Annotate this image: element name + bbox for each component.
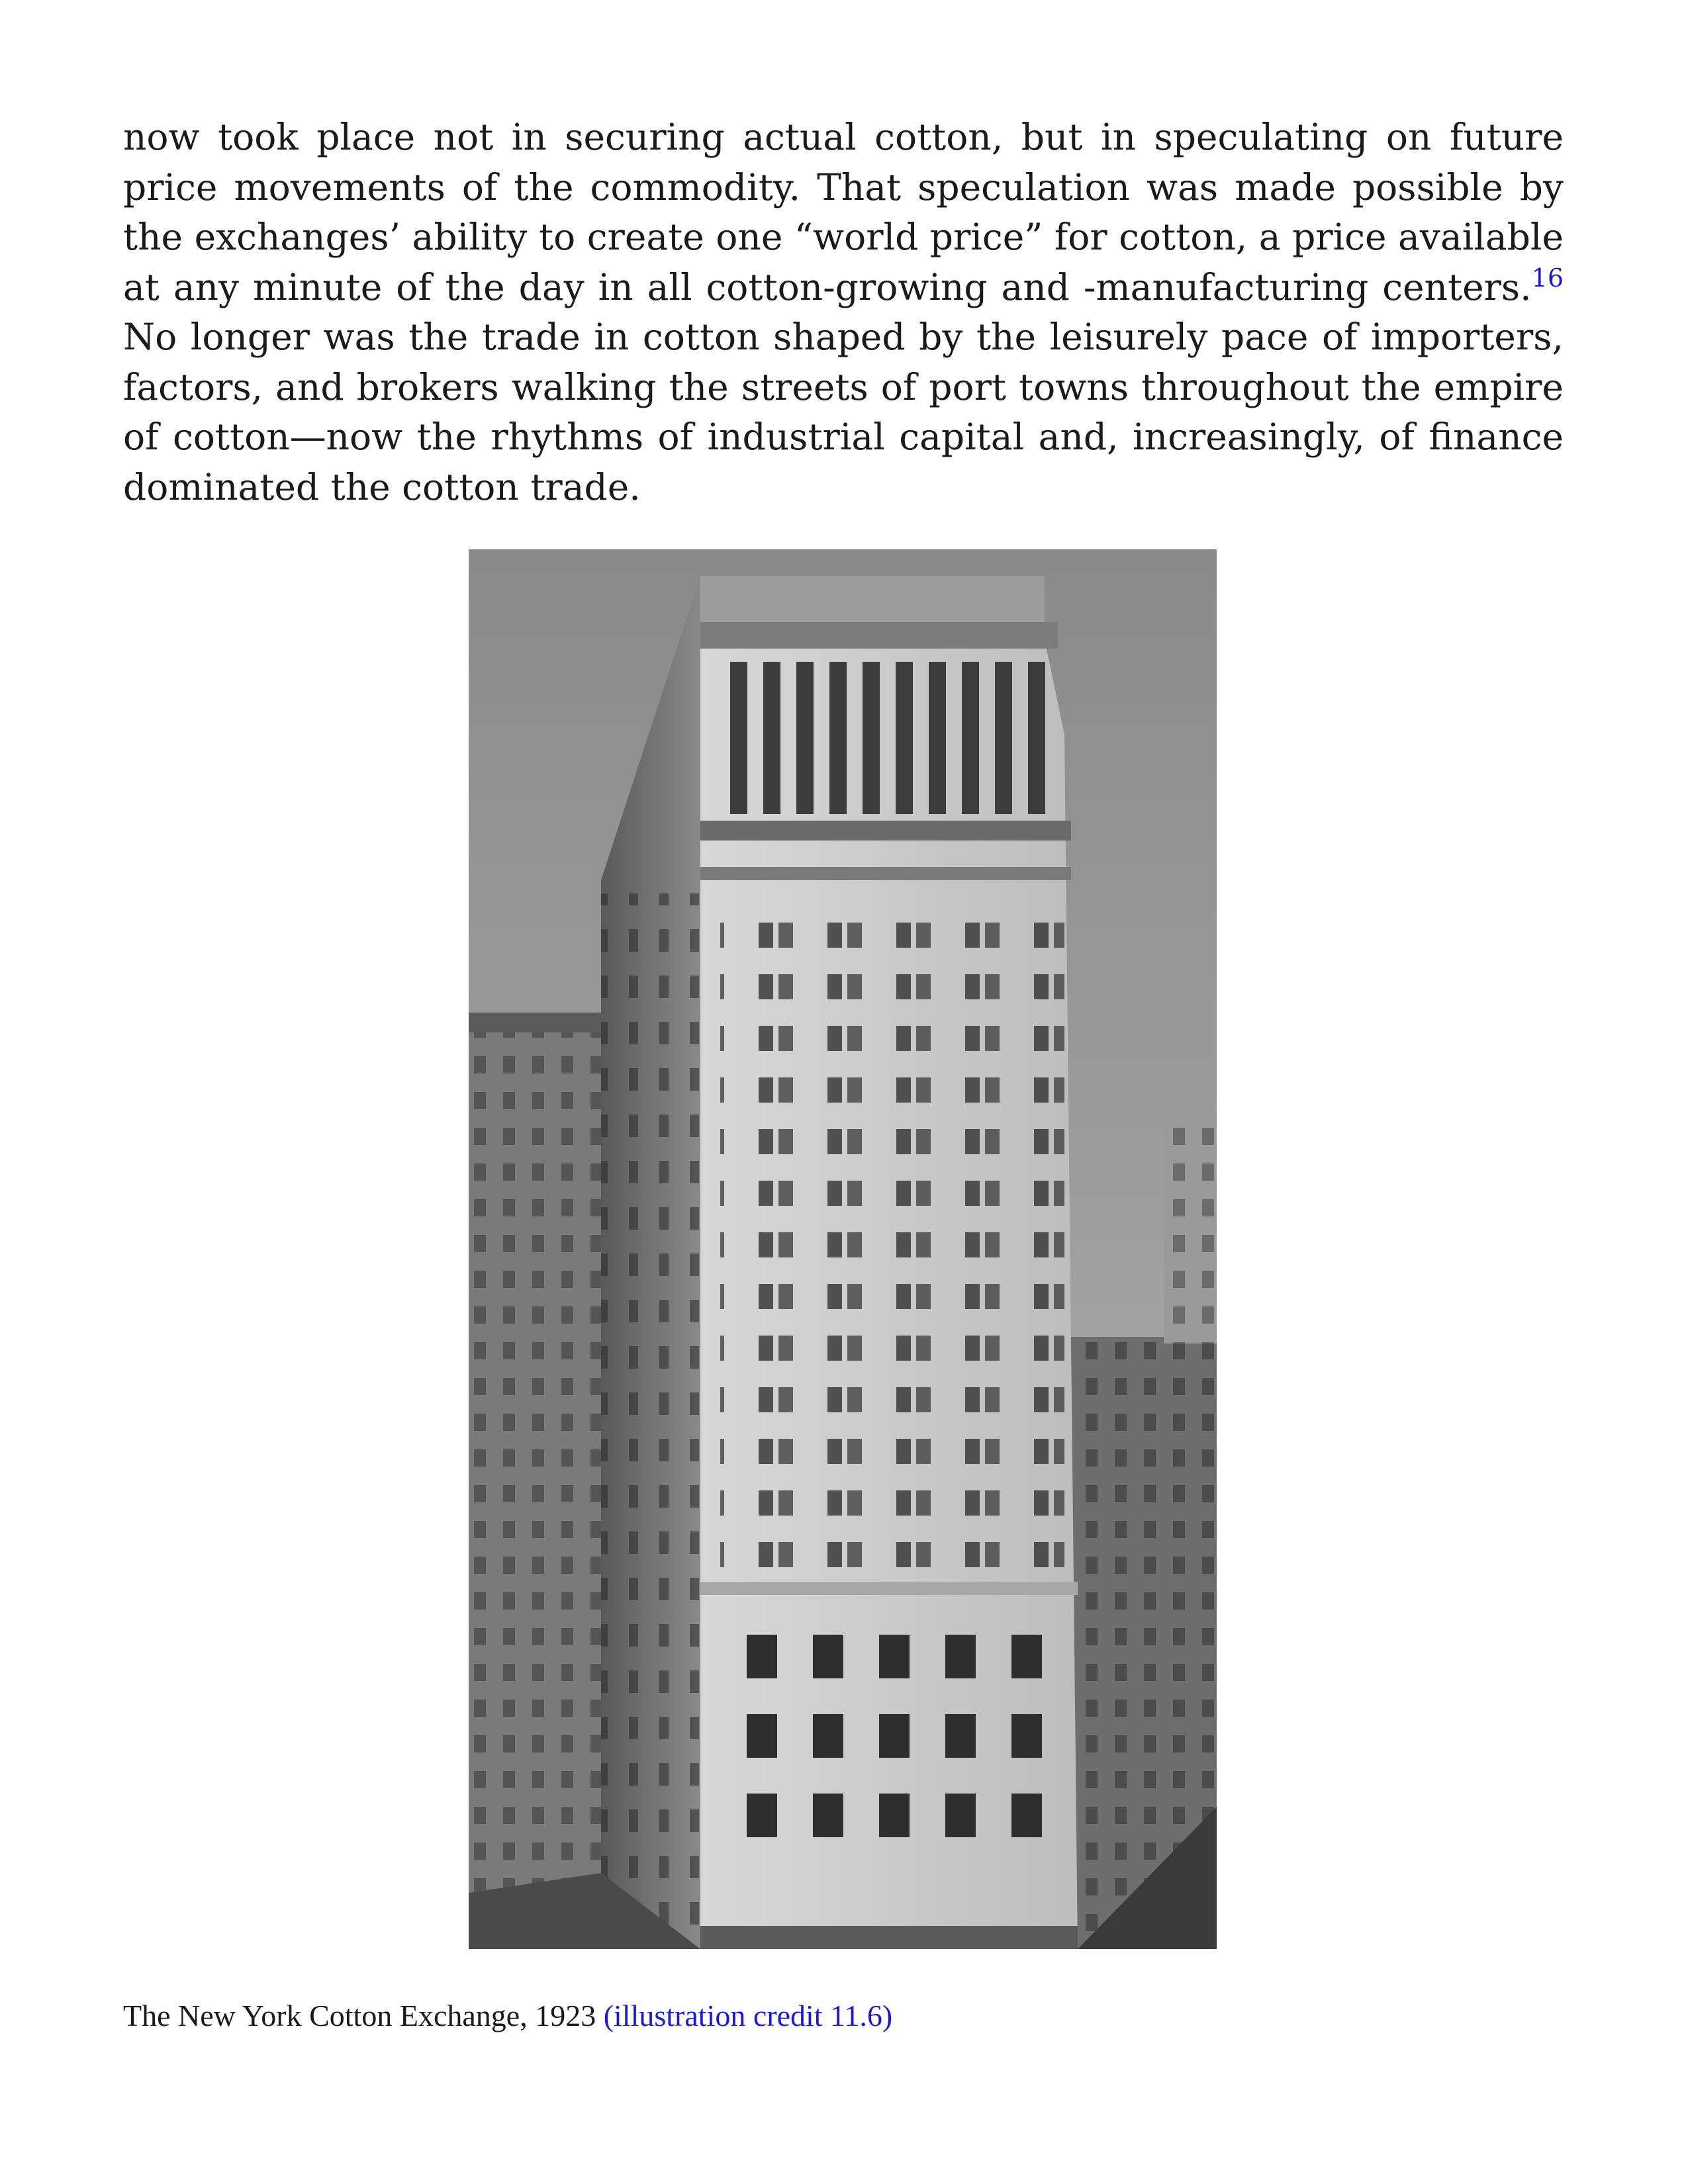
illustration-credit-link[interactable]: (illustration credit 11.6) xyxy=(603,1999,893,2032)
building-photo-illustration xyxy=(469,549,1217,1949)
body-paragraph xyxy=(123,113,1564,512)
figure-caption xyxy=(123,1996,892,2036)
caption-text: The New York Cotton Exchange, 1923 xyxy=(123,1999,604,2032)
footnote-reference-link[interactable]: 16 xyxy=(1531,263,1564,293)
paragraph-text-start: now took place not in securing actual cotton, but in speculating on future price movements of the commodity. That speculation was made possible by the exchanges’ ability to create one “world price” for cotton, a price available at any minute of the day in all cotton-growing and -manufacturing centers. xyxy=(123,116,1564,308)
paragraph-text-end: No longer was the trade in cotton shaped by the leisurely pace of importers, factors, and brokers walking the streets of port towns throughout the empire of cotton—now the rhythms of industrial capital and, increasingly, of finance dominated the cotton trade. xyxy=(123,316,1564,508)
cotton-exchange-photo xyxy=(469,549,1217,1949)
